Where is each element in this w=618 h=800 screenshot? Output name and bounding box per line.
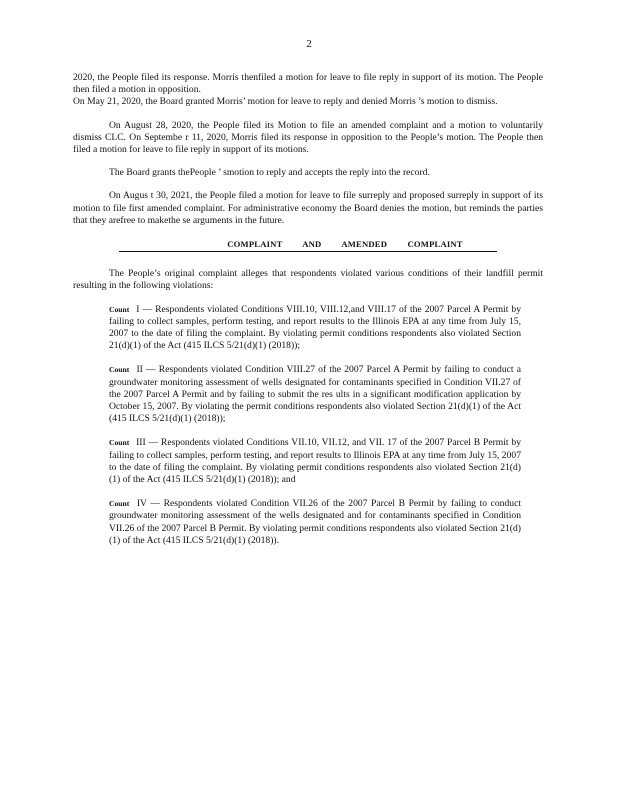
- count-item-3: [109, 437, 521, 486]
- count-label: Count: [109, 304, 130, 314]
- count-item-4: [109, 498, 521, 547]
- count-label: Count: [109, 438, 130, 448]
- paragraph-original-complaint: The People’s original complaint alleges that respondents violated various conditions of their landfill permit resulting in the following violations:: [73, 268, 543, 292]
- paragraph-amended-complaint-motion: On August 28, 2020, the People filed its Motion to file an amended complaint and a motion to voluntarily dismiss CLC. On Septembe r 11, 2020, Morris filed its response in opposition to the People’s motion. The People then filed a motion for leave to file reply in support of its motions.: [73, 119, 543, 156]
- paragraph-board-grants-reply: The Board grants thePeople ’ smotion to reply and accepts the reply into the record.: [109, 167, 430, 179]
- section-heading: COMPLAINT AND AMENDED COMPLAINT: [119, 238, 497, 252]
- count-text: — Respondents violated Conditions VII.10, VII.12, and VII. 17 of the 2007 Parcel B Permit by failing to collect samples, perform testing, and report results to Illinois EPA at any time from July 15, 2007 to the date of filing the complaint. By violating permit conditions respondents also violated Section 21(d)(1) of the Act (415 ILCS 5/21(d)(1) (2018)); and: [109, 437, 521, 486]
- paragraph-response: 2020, the People filed its response. Morris thenfiled a motion for leave to file reply in support of its motion. The People then filed a motion in opposition.: [73, 72, 543, 96]
- count-number: III: [136, 437, 146, 449]
- paragraph-board-granted: On May 21, 2020, the Board granted Morris’ motion for leave to reply and denied Morris ’s motion to dismiss.: [73, 96, 498, 108]
- count-number: I: [136, 303, 140, 315]
- document-body: [73, 72, 543, 559]
- count-text: — Respondents violated Conditions VIII.10, VIII.12,and VIII.17 of the 2007 Parcel A Permit by failing to collect samples, perform testing, and report results to the Illinois EPA at any time from July 15, 2007 to the date of filing the complaint. By violating permit conditions respondents also violated Section 21(d)(1) of the Act (415 ILCS 5/21(d)(1) (2018));: [109, 303, 521, 352]
- count-item-1: [109, 304, 521, 353]
- paragraph-surreply-motion: On Augus t 30, 2021, the People filed a motion for leave to file surreply and proposed surreply in support of its motion to file first amended complaint. For administrative economy the Board denies the motion, but reminds the parties that they arefree to makethe se arguments in the future.: [73, 190, 543, 226]
- section-heading-wrap: [73, 238, 543, 252]
- count-text: — Respondents violated Condition VII.26 of the 2007 Parcel B Permit by failing to conduct groundwater monitoring assessment of the wells designated and for contaminants specified in Condition VII.26 of the 2007 Parcel B Permit. By violating permit conditions respondents also violated Section 21(d)(1) of the Act (415 ILCS 5/21(d)(1) (2018)).: [109, 498, 521, 546]
- count-number: IV: [136, 498, 147, 510]
- page-number: 2: [306, 38, 312, 50]
- count-number: II: [136, 364, 143, 376]
- count-label: Count: [109, 499, 130, 509]
- count-label: Count: [109, 365, 130, 375]
- count-item-2: [109, 364, 521, 425]
- count-text: — Respondents violated Condition VIII.27 of the 2007 Parcel A Permit by failing to conduct a groundwater monitoring assessment of wells designated for contaminants specified in Condition VII.27 of the 2007 Parcel A Permit and by failing to submit the res ults in a significant modification application by October 15, 2007. By violating the permit conditions respondents also violated Section 21(d)(1) of the Act (415 ILCS 5/21(d)(1) (2018));: [109, 364, 522, 425]
